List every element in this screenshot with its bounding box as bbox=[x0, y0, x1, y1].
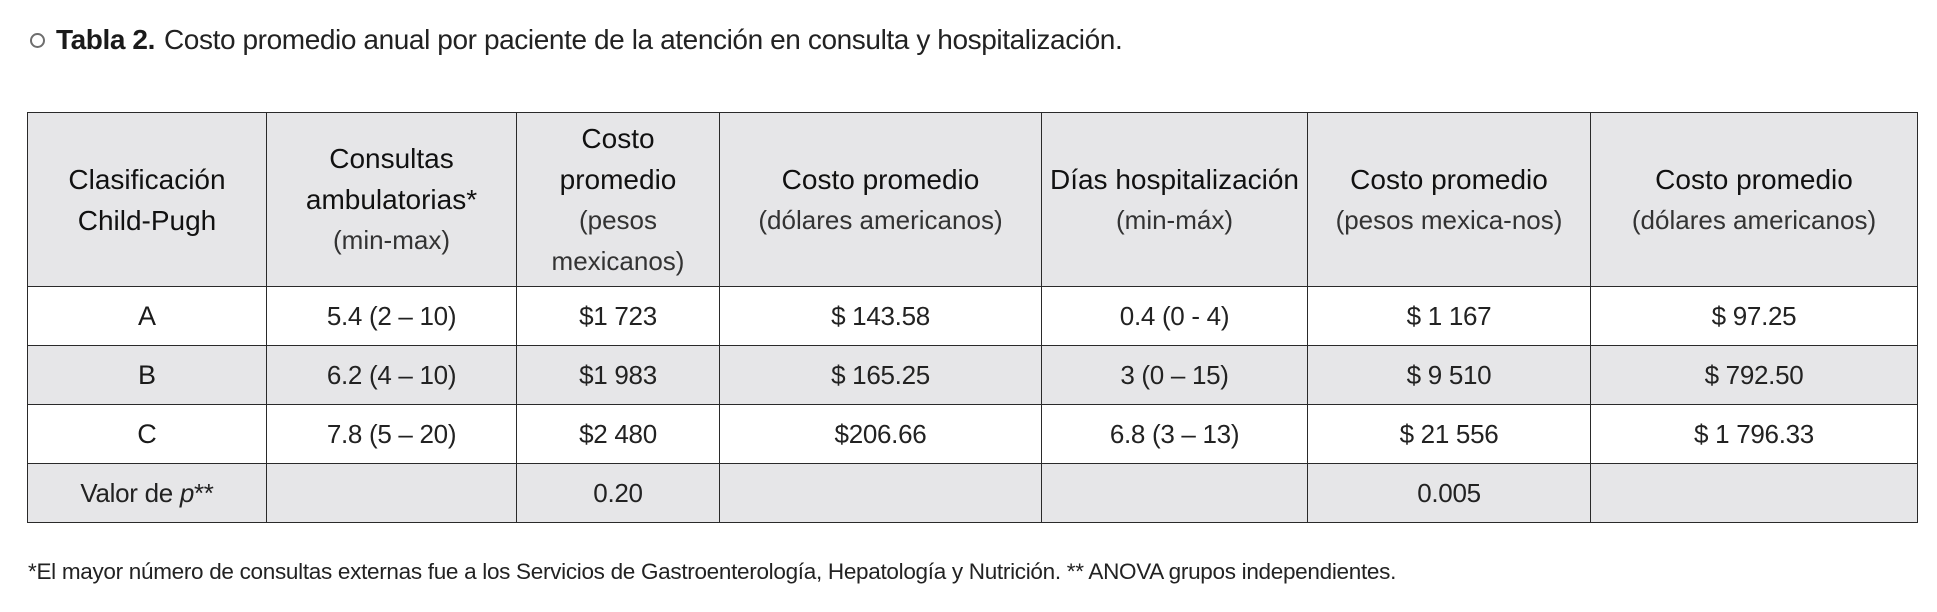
table-caption-label: Tabla 2. bbox=[56, 24, 155, 55]
header-hosp-usd bbox=[1591, 113, 1918, 287]
consultas-cell: 7.8 (5 – 20) bbox=[267, 405, 517, 464]
hosp-mxn-cell: $ 9 510 bbox=[1308, 346, 1591, 405]
table-row bbox=[28, 287, 1918, 346]
row-class-cell: B bbox=[28, 346, 267, 405]
hosp-mxn-cell: $ 1 167 bbox=[1308, 287, 1591, 346]
pvalue-row bbox=[28, 464, 1918, 523]
header-costo-mxn-title: Costo promedio bbox=[559, 122, 677, 195]
header-costo-mxn-unit: (pesos mexicanos) bbox=[551, 204, 685, 276]
row-class-cell: A bbox=[28, 287, 267, 346]
cost-table bbox=[27, 112, 1918, 523]
costo-mxn-cell: $2 480 bbox=[517, 405, 720, 464]
costo-usd-cell: $206.66 bbox=[720, 405, 1042, 464]
pvalue-consultas-cell bbox=[267, 464, 517, 523]
dias-cell: 6.8 (3 – 13) bbox=[1042, 405, 1308, 464]
costo-mxn-cell: $1 723 bbox=[517, 287, 720, 346]
header-costo-usd bbox=[720, 113, 1042, 287]
pvalue-hosp-usd-cell bbox=[1591, 464, 1918, 523]
table-footnote: *El mayor número de consultas externas fue a los Servicios de Gastroenterología, Hepatología y Nutrición. ** ANOVA grupos independientes. bbox=[28, 559, 1397, 584]
table-row bbox=[28, 346, 1918, 405]
dias-cell: 3 (0 – 15) bbox=[1042, 346, 1308, 405]
header-costo-usd-unit: (dólares americanos) bbox=[758, 204, 1003, 235]
header-hosp-mxn-unit: (pesos mexica-nos) bbox=[1335, 204, 1563, 235]
hosp-usd-cell: $ 1 796.33 bbox=[1591, 405, 1918, 464]
pvalue-label-prefix: Valor de bbox=[80, 477, 180, 508]
header-hosp-usd-title: Costo promedio bbox=[1655, 163, 1853, 195]
pvalue-label-suffix: ** bbox=[193, 477, 214, 508]
costo-usd-cell: $ 143.58 bbox=[720, 287, 1042, 346]
pvalue-hosp-mxn-cell: 0.005 bbox=[1308, 464, 1591, 523]
pvalue-dias-cell bbox=[1042, 464, 1308, 523]
costo-usd-cell: $ 165.25 bbox=[720, 346, 1042, 405]
header-dias-title: Días hospitalización bbox=[1049, 163, 1300, 195]
header-dias bbox=[1042, 113, 1308, 287]
hosp-mxn-cell: $ 21 556 bbox=[1308, 405, 1591, 464]
consultas-cell: 5.4 (2 – 10) bbox=[267, 287, 517, 346]
header-costo-usd-title: Costo promedio bbox=[781, 163, 980, 195]
pvalue-label-cell bbox=[28, 464, 267, 523]
hosp-usd-cell: $ 97.25 bbox=[1591, 287, 1918, 346]
table-row bbox=[28, 405, 1918, 464]
table-caption bbox=[30, 24, 1122, 56]
header-hosp-usd-unit: (dólares americanos) bbox=[1631, 204, 1877, 235]
consultas-cell: 6.2 (4 – 10) bbox=[267, 346, 517, 405]
pvalue-costo-usd-cell bbox=[720, 464, 1042, 523]
header-costo-mxn bbox=[517, 113, 720, 287]
header-consultas bbox=[267, 113, 517, 287]
table-header-row bbox=[28, 113, 1918, 287]
header-consultas-title: Consultas ambulatorias* bbox=[305, 143, 478, 215]
hosp-usd-cell: $ 792.50 bbox=[1591, 346, 1918, 405]
header-hosp-mxn-title: Costo promedio bbox=[1350, 163, 1548, 195]
pvalue-label-p: p bbox=[179, 477, 194, 508]
header-consultas-unit: (min-max) bbox=[333, 225, 450, 255]
dias-cell: 0.4 (0 - 4) bbox=[1042, 287, 1308, 346]
header-clasificacion bbox=[28, 113, 267, 287]
pvalue-costo-mxn-cell: 0.20 bbox=[517, 464, 720, 523]
table-caption-text: Costo promedio anual por paciente de la atención en consulta y hospitalización. bbox=[163, 24, 1123, 55]
header-dias-unit: (min-máx) bbox=[1116, 204, 1233, 235]
header-clasificacion-title: Clasificación Child-Pugh bbox=[68, 163, 226, 236]
row-class-cell: C bbox=[28, 405, 267, 464]
circle-bullet-icon bbox=[30, 33, 45, 48]
header-hosp-mxn bbox=[1308, 113, 1591, 287]
costo-mxn-cell: $1 983 bbox=[517, 346, 720, 405]
